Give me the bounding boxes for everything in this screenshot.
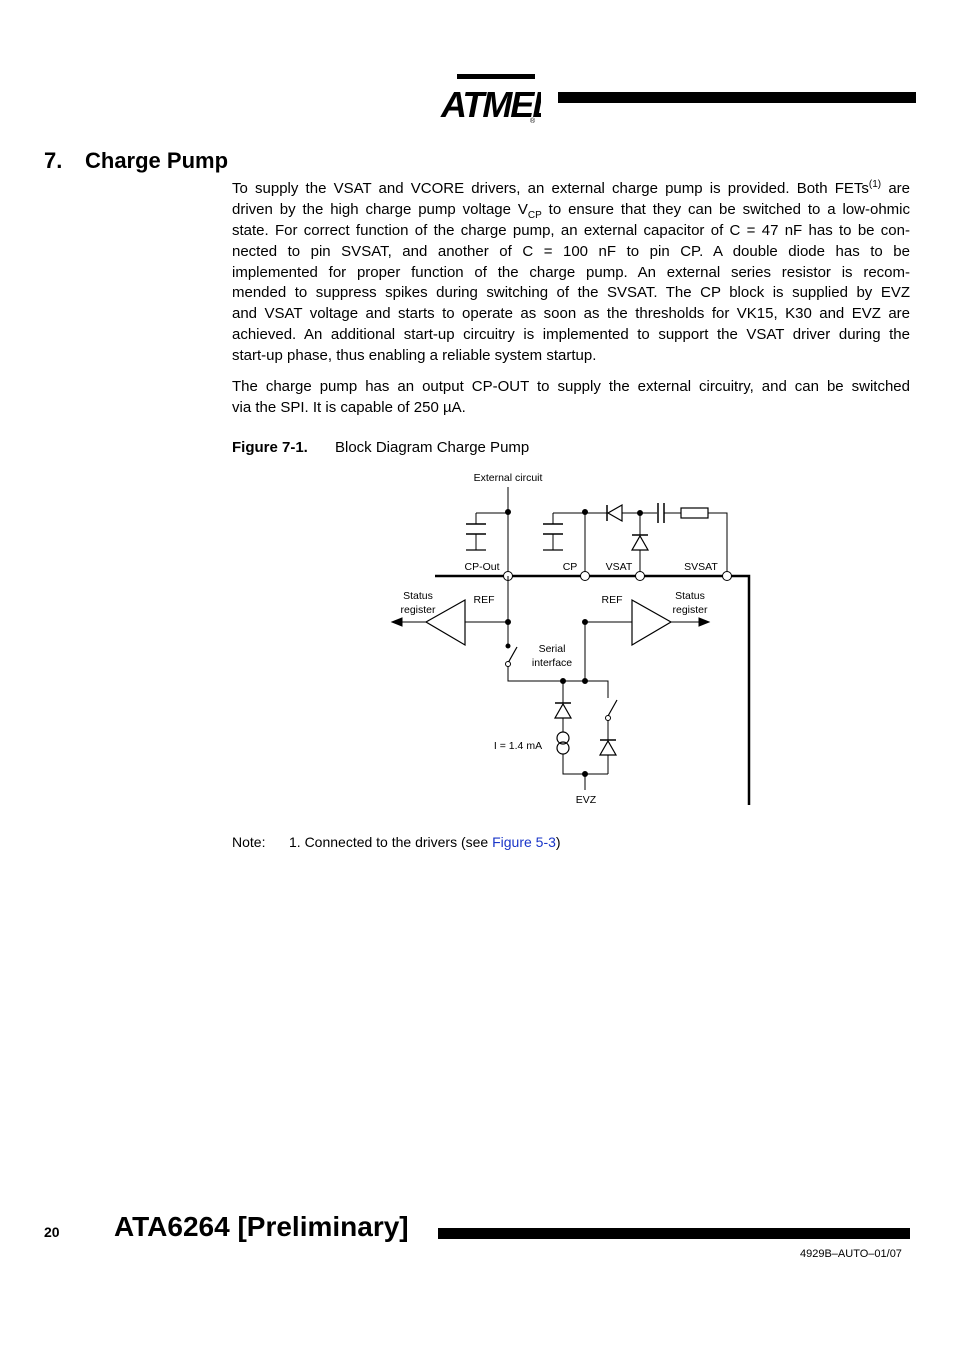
label-ref-right: REF: [601, 594, 623, 606]
paragraph-line: achieved. An additional start-up circuitry is implemented to support the VSAT driver during the: [232, 326, 910, 344]
document-title: ATA6264 [Preliminary]: [114, 1211, 409, 1242]
junction-dot: [583, 679, 588, 684]
arrow-left: [392, 618, 402, 626]
footnote-reference: (1): [868, 179, 882, 190]
label-register-left: register: [400, 604, 436, 616]
label-ref-left: REF: [473, 594, 495, 606]
label-status-left: Status: [403, 590, 433, 602]
label-serial: Serial: [538, 643, 566, 655]
block-diagram-charge-pump: [380, 465, 760, 810]
figure-note: [232, 834, 561, 850]
figure-title: Block Diagram Charge Pump: [335, 439, 530, 456]
pin-vsat: [636, 572, 645, 581]
page-number: 20: [44, 1224, 60, 1240]
document-code: 4929B–AUTO–01/07: [800, 1248, 902, 1260]
header-rule: [558, 92, 916, 103]
junction-dot-evz: [583, 772, 588, 777]
label-cp: CP: [562, 561, 578, 573]
footer-rule: [438, 1228, 910, 1239]
label-cp-out: CP-Out: [464, 561, 500, 573]
section-heading: [44, 148, 228, 174]
note-close: ): [555, 834, 561, 850]
label-external-circuit: External circuit: [473, 472, 543, 484]
logo-text: ATME: [441, 84, 533, 125]
note-label: Note:: [232, 834, 266, 850]
comparator-right: [632, 600, 671, 645]
junction-dot: [583, 510, 588, 515]
link-figure-5-3[interactable]: Figure 5-3: [492, 834, 556, 850]
wire: [563, 754, 608, 774]
paragraph-line: mended to suppress spikes during switching of the SVSAT. The CP block is supplied by EVZ: [232, 284, 910, 302]
logo-top-bar: [457, 74, 535, 79]
switch-serial-interface: [508, 647, 517, 663]
switch-contact: [606, 716, 611, 721]
junction-dot: [506, 510, 511, 515]
paragraph-line: via the SPI. It is capable of 250 µA.: [232, 398, 466, 416]
figure-label: Figure 7-1.: [232, 439, 308, 456]
switch-contact: [506, 662, 511, 667]
diode-start-up: [555, 704, 571, 718]
arrow-right: [699, 618, 709, 626]
paragraph-line: driven by the high charge pump voltage $V_{CP}$ to ensure that they can be switched to a low-ohmic: [232, 200, 911, 221]
diode-evz: [600, 741, 616, 755]
atmel-logo: [437, 70, 541, 126]
figure-caption: [232, 439, 529, 456]
paragraph-line: and VSAT voltage and starts to operate as soon as the thresholds for VK15, K30 and EVZ are: [232, 305, 910, 323]
diode-horizontal: [608, 505, 622, 521]
paragraph-line: start-up phase, thus enabling a reliable system startup.: [232, 347, 597, 365]
section-title: Charge Pump: [85, 148, 229, 173]
label-register-right: register: [672, 604, 708, 616]
pin-svsat: [723, 572, 732, 581]
paragraph-line: nected to pin SVSAT, and another of C = 100 nF to pin CP. A double diode has to be: [232, 242, 910, 260]
label-current-source: I = 1.4 mA: [493, 740, 543, 752]
paragraph-line: To supply the VSAT and VCORE drivers, an external charge pump is provided. Both FETs$^{(1)}$ are: [232, 179, 910, 197]
label-evz: EVZ: [575, 794, 597, 806]
subscript-cp: CP: [527, 209, 542, 221]
paragraph-line: implemented for proper function of the charge pump. An external series resistor is recom-: [232, 263, 910, 281]
diode-vertical: [632, 536, 648, 550]
label-interface: interface: [531, 657, 573, 669]
label-status-right: Status: [675, 590, 705, 602]
label-svsat: SVSAT: [684, 561, 718, 573]
logo-registered-mark: ®: [530, 118, 536, 125]
switch-start-up: [608, 700, 617, 716]
switch-contact: [506, 644, 510, 648]
note-text: 1. Connected to the drivers (see: [289, 834, 493, 850]
wire: [508, 666, 608, 698]
paragraph-line: state. For correct function of the charge pump, an external capacitor of C = 47 nF has to be con-: [232, 221, 910, 239]
section-number: 7.: [44, 148, 63, 173]
pin-cp: [581, 572, 590, 581]
series-resistor: [681, 508, 708, 518]
paragraph-cp-out-description: [232, 377, 910, 419]
paragraph-charge-pump-description: [232, 179, 910, 367]
paragraph-line: The charge pump has an output CP-OUT to supply the external circuitry, and can be switched: [232, 378, 910, 395]
label-vsat: VSAT: [605, 561, 633, 573]
